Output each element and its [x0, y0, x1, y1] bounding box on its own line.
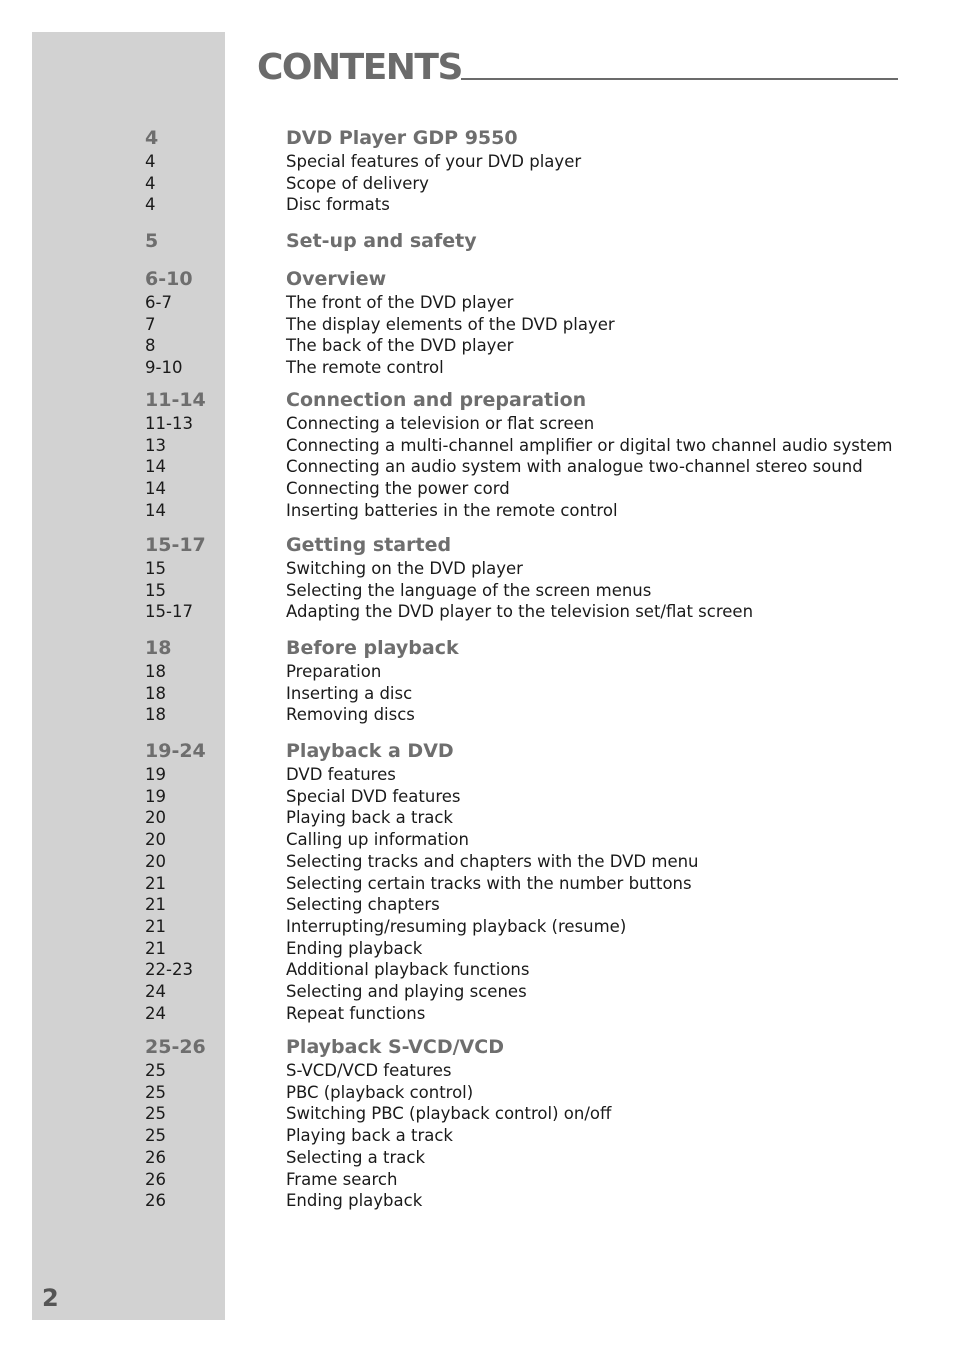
entry-title: Additional playback functions: [286, 960, 530, 980]
page-title: CONTENTS: [257, 47, 462, 88]
entry-title: Repeat functions: [286, 1003, 426, 1023]
section-page: 5: [145, 230, 159, 252]
entry-page: 6-7: [145, 293, 172, 312]
section-title: Playback a DVD: [286, 740, 454, 762]
entry-page: 25: [145, 1061, 166, 1080]
entry-page: 21: [145, 916, 166, 936]
entry-title: The display elements of the DVD player: [286, 314, 615, 334]
entry-title: Inserting batteries in the remote control: [286, 500, 618, 520]
entry-title: Playing back a track: [286, 808, 453, 828]
entry-title: Switching on the DVD player: [286, 559, 523, 578]
entry-page: 15: [145, 580, 166, 600]
entry-page: 8: [145, 336, 156, 356]
entry-page: 19: [145, 786, 166, 806]
entry-page: 24: [145, 1003, 166, 1023]
entry-title: Selecting certain tracks with the number buttons: [286, 873, 692, 893]
entry-page: 4: [145, 152, 156, 171]
entry-page: 21: [145, 873, 166, 893]
entry-title: Selecting a track: [286, 1147, 426, 1167]
entry-page: 9-10: [145, 358, 183, 378]
entry-title: Special DVD features: [286, 786, 461, 806]
entry-title: Scope of delivery: [286, 173, 429, 193]
section-page: 4: [145, 127, 159, 149]
entry-page: 14: [145, 500, 166, 520]
entry-title: Ending playback: [286, 938, 423, 958]
entry-page: 15: [145, 559, 166, 578]
entry-page: 24: [145, 982, 166, 1001]
entry-title: Removing discs: [286, 705, 415, 725]
section-title: Connection and preparation: [286, 389, 587, 411]
entry-title: Selecting tracks and chapters with the DVD menu: [286, 851, 699, 871]
entry-page: 26: [145, 1169, 166, 1189]
entry-title: Connecting a television or flat screen: [286, 414, 595, 433]
entry-page: 21: [145, 938, 166, 958]
section-title: Overview: [286, 268, 387, 290]
entry-page: 26: [145, 1191, 166, 1211]
section-title: Playback S-VCD/VCD: [286, 1036, 504, 1058]
section-page: 11-14: [145, 389, 206, 411]
entry-page: 4: [145, 173, 156, 193]
section-page: 25-26: [145, 1036, 206, 1058]
entry-page: 20: [145, 830, 166, 850]
entry-page: 7: [145, 314, 156, 334]
section-page: 15-17: [145, 534, 206, 556]
section-page: 19-24: [145, 740, 206, 762]
section-title: Set-up and safety: [286, 230, 477, 252]
entry-title: PBC (playback control): [286, 1082, 474, 1102]
entry-title: Playing back a track: [286, 1126, 453, 1146]
entry-title: Disc formats: [286, 195, 390, 215]
entry-title: Selecting chapters: [286, 895, 440, 915]
entry-page: 11-13: [145, 414, 193, 433]
entry-page: 25: [145, 1104, 166, 1124]
entry-title: The back of the DVD player: [286, 336, 514, 356]
entry-title: Connecting the power cord: [286, 479, 510, 499]
entry-title: Switching PBC (playback control) on/off: [286, 1104, 612, 1124]
entry-title: Calling up information: [286, 830, 469, 850]
entry-page: 14: [145, 479, 166, 499]
entry-title: Selecting the language of the screen menus: [286, 580, 652, 600]
section-page: 6-10: [145, 268, 193, 290]
entry-page: 13: [145, 435, 166, 455]
entry-title: Preparation: [286, 662, 382, 681]
entry-title: The front of the DVD player: [286, 293, 514, 312]
entry-title: Connecting an audio system with analogue two-channel stereo sound: [286, 457, 863, 477]
page-number: 2: [42, 1284, 59, 1312]
entry-title: The remote control: [286, 358, 444, 378]
entry-title: Inserting a disc: [286, 683, 413, 703]
entry-page: 25: [145, 1126, 166, 1146]
entry-title: DVD features: [286, 765, 396, 784]
section-page: 18: [145, 637, 172, 659]
entry-page: 25: [145, 1082, 166, 1102]
entry-page: 26: [145, 1147, 166, 1167]
entry-page: 14: [145, 457, 166, 477]
entry-page: 19: [145, 765, 166, 784]
entry-page: 20: [145, 808, 166, 828]
entry-page: 21: [145, 895, 166, 915]
entry-title: Interrupting/resuming playback (resume): [286, 916, 627, 936]
entry-title: Frame search: [286, 1169, 398, 1189]
entry-page: 18: [145, 683, 166, 703]
entry-page: 18: [145, 705, 166, 725]
section-title: DVD Player GDP 9550: [286, 127, 518, 149]
entry-title: S-VCD/VCD features: [286, 1061, 452, 1080]
entry-page: 18: [145, 662, 166, 681]
entry-title: Special features of your DVD player: [286, 152, 582, 171]
entry-title: Selecting and playing scenes: [286, 982, 527, 1001]
section-title: Getting started: [286, 534, 452, 556]
entry-page: 20: [145, 851, 166, 871]
entry-page: 15-17: [145, 602, 193, 622]
entry-page: 22-23: [145, 960, 193, 980]
entry-title: Ending playback: [286, 1191, 423, 1211]
entry-page: 4: [145, 195, 156, 215]
entry-title: Connecting a multi-channel amplifier or digital two channel audio system: [286, 435, 893, 455]
section-title: Before playback: [286, 637, 459, 659]
entry-title: Adapting the DVD player to the television set/flat screen: [286, 602, 754, 622]
